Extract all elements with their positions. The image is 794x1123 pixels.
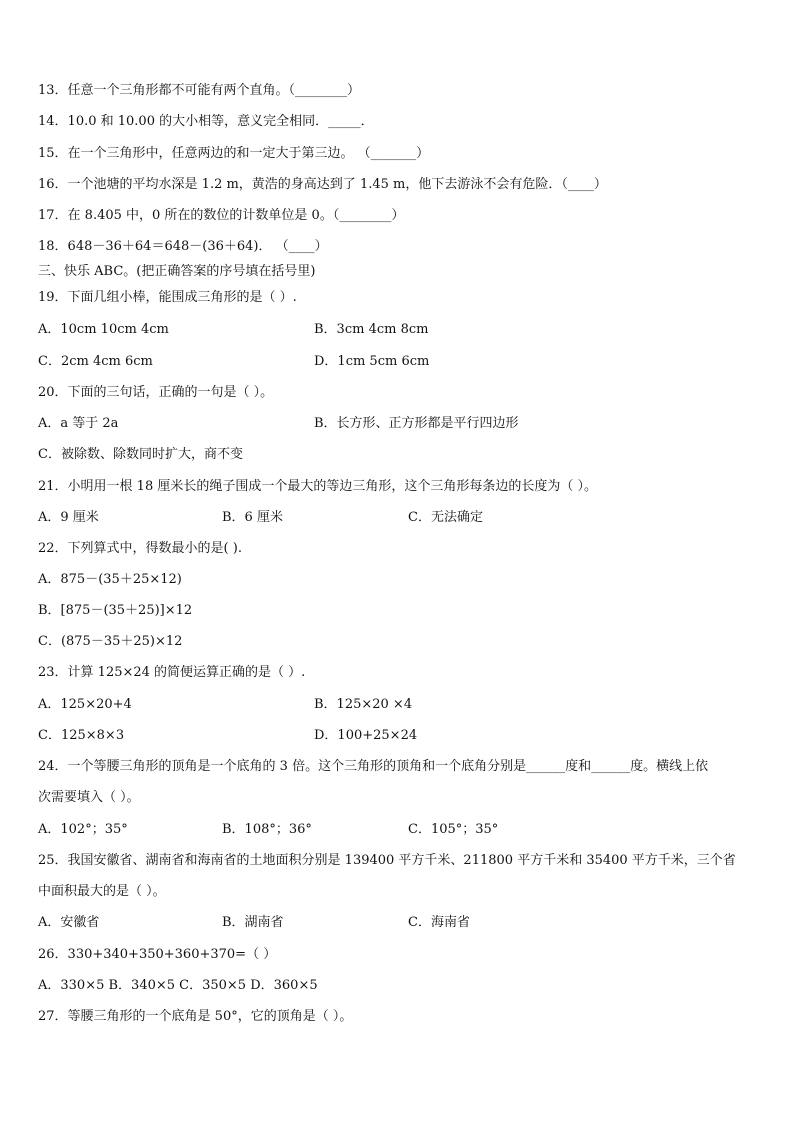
question-27: 27．等腰三角形的一个底角是 50°，它的顶角是（ ）。: [38, 1009, 353, 1024]
option-20-b: B．长方形、正方形都是平行四边形: [314, 416, 519, 431]
question-23: 23．计算 125×24 的简便运算正确的是（ ）.: [38, 665, 306, 680]
question-22: 22．下列算式中，得数最小的是( ).: [38, 541, 242, 556]
question-25-line-2: 中面积最大的是（ ）。: [38, 884, 166, 899]
question-19: 19．下面几组小棒，能围成三角形的是（ ）.: [38, 290, 297, 305]
question-14: 14．10.0 和 10.00 的大小相等，意义完全相同．_____．: [38, 114, 374, 129]
option-19-c: C．2cm 4cm 6cm: [38, 354, 153, 369]
option-26-all: A．330×5 B．340×5 C．350×5 D．360×5: [38, 978, 318, 993]
option-23-d: D．100+25×24: [314, 728, 418, 743]
question-24-line-1: 24．一个等腰三角形的顶角是一个底角的 3 倍。这个三角形的顶角和一个底角分别是______度和______度。横线上依: [38, 759, 709, 774]
option-21-b: B．6 厘米: [222, 510, 283, 525]
option-21-a: A．9 厘米: [38, 510, 99, 525]
option-25-c: C．海南省: [408, 915, 470, 930]
option-25-b: B．湖南省: [222, 915, 284, 930]
question-20: 20．下面的三句话，正确的一句是（ ）。: [38, 385, 274, 400]
question-24-line-2: 次需要填入（ ）。: [38, 790, 140, 805]
option-23-a: A．125×20+4: [38, 697, 132, 712]
option-23-b: B．125×20 ×4: [314, 697, 413, 712]
question-13: 13．任意一个三角形都不可能有两个直角。（________）: [38, 83, 361, 98]
option-19-b: B．3cm 4cm 8cm: [314, 322, 429, 337]
option-21-c: C．无法确定: [408, 510, 483, 525]
option-23-c: C．125×8×3: [38, 728, 125, 743]
question-25-line-1: 25．我国安徽省、湖南省和海南省的土地面积分别是 139400 平方千米、211800 平方千米和 35400 平方千米，三个省: [38, 853, 736, 868]
option-22-b: B．[875－(35＋25)]×12: [38, 603, 193, 618]
option-24-a: A．102°；35°: [38, 822, 128, 837]
option-24-c: C．105°；35°: [408, 822, 499, 837]
option-25-a: A．安徽省: [38, 915, 100, 930]
question-17: 17．在 8.405 中，0 所在的数位的计数单位是 0。（________）: [38, 208, 405, 223]
option-19-a: A．10cm 10cm 4cm: [38, 322, 169, 337]
question-16: 16．一个池塘的平均水深是 1.2 m，黄浩的身高达到了 1.45 m，他下去游泳不会有危险．（____）: [38, 177, 607, 192]
option-20-a: A．a 等于 2a: [38, 416, 119, 431]
question-26: 26．330+340+350+360+370=（ ）: [38, 947, 277, 962]
option-20-c: C．被除数、除数同时扩大，商不变: [38, 447, 243, 462]
question-21: 21．小明用一根 18 厘米长的绳子围成一个最大的等边三角形，这个三角形每条边的长度为（ ）。: [38, 479, 597, 494]
question-15: 15．在一个三角形中，任意两边的和一定大于第三边。 （_______）: [38, 146, 430, 161]
option-22-a: A．875－(35＋25×12): [38, 572, 182, 587]
option-19-d: D．1cm 5cm 6cm: [314, 354, 430, 369]
question-18: 18．648－36＋64＝648－(36＋64)． （____）: [38, 239, 328, 254]
option-22-c: C．(875－35＋25)×12: [38, 634, 183, 649]
section-3-heading: 三、快乐 ABC。(把正确答案的序号填在括号里): [38, 264, 316, 279]
option-24-b: B．108°；36°: [222, 822, 312, 837]
